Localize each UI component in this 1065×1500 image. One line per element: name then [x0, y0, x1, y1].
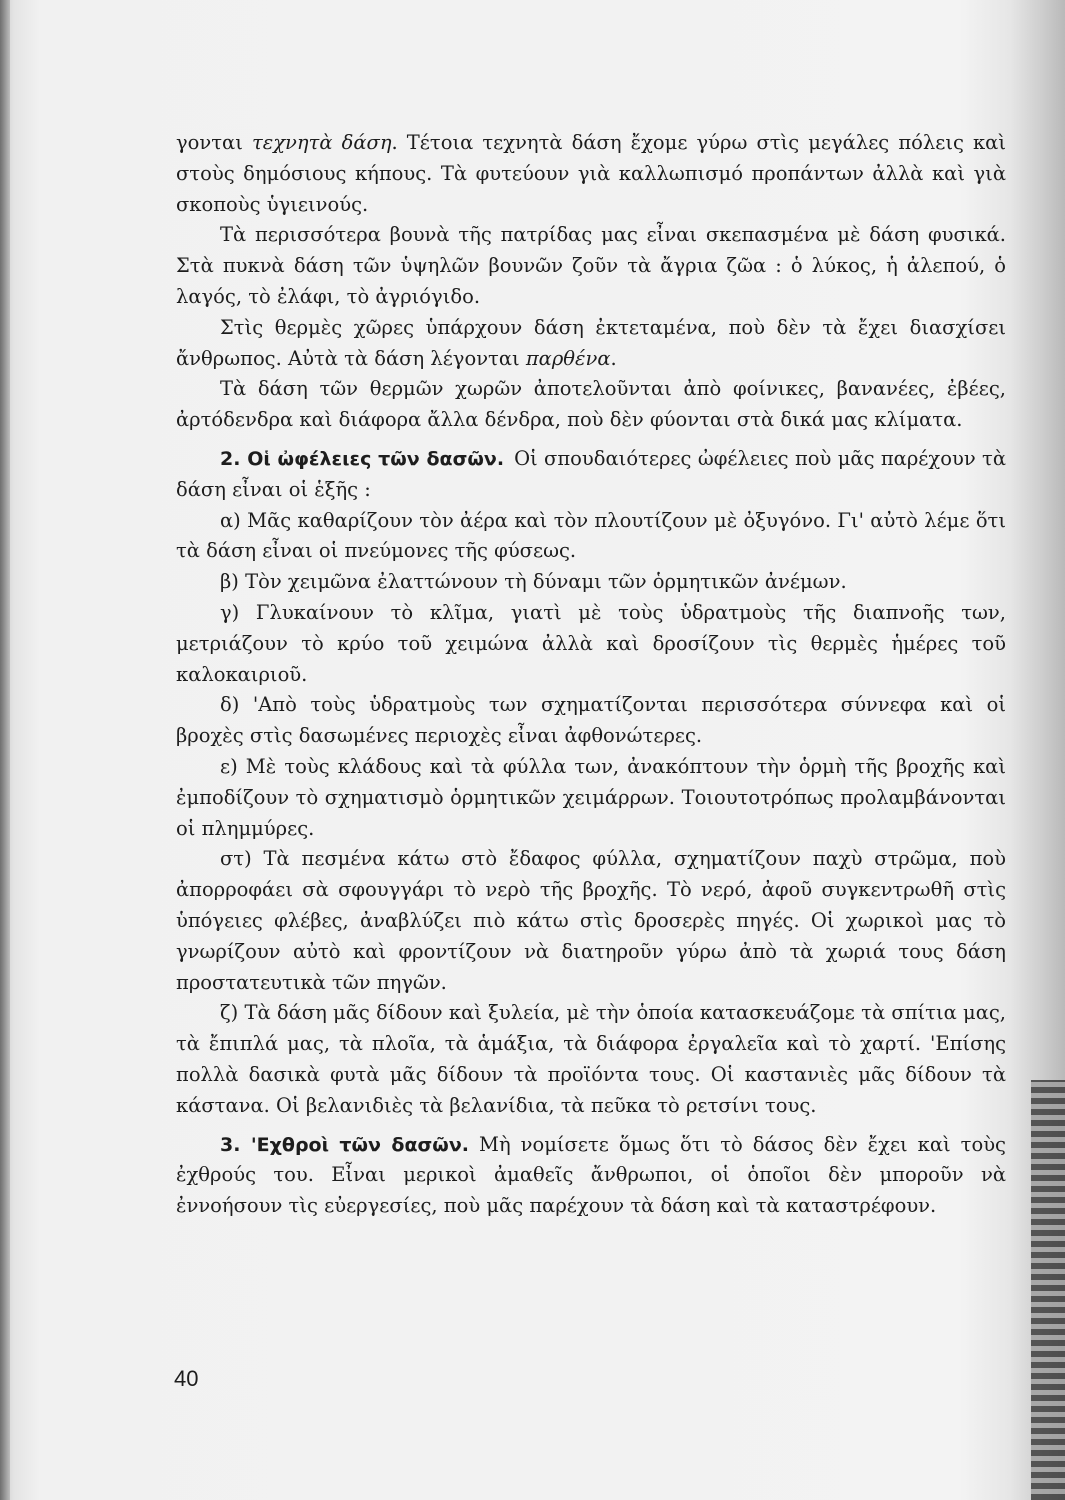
- section-heading-benefits: 2. Οἱ ὠφέλειες τῶν δασῶν.: [220, 447, 505, 470]
- body-text: [176, 128, 1006, 1222]
- paragraph-artificial-forests: γονται τεχνητὰ δάση. Τέτοια τεχνητὰ δάση ἔχομε γύρω στὶς μεγάλες πόλεις καὶ στοὺς δημόσιους κήπους. Τὰ φυτεύουν γιὰ καλλωπισμό προπάντων ἀλλὰ καὶ γιὰ σκοποὺς ὑγιεινούς.: [176, 131, 1006, 216]
- list-item-benefit-c: γ) Γλυκαίνουν τὸ κλῖμα, γιατὶ μὲ τοὺς ὑδρατμοὺς τῆς διαπνοῆς των, μετριάζουν τὸ κρύο τοῦ χειμώνα ἀλλὰ καὶ δροσίζουν τὶς θερμὲς ἡμέρες τοῦ καλοκαιριοῦ.: [176, 600, 1006, 686]
- paragraph-enemies-intro: 3. 'Εχθροὶ τῶν δασῶν. Μὴ νομίσετε ὅμως ὅτι τὸ δάσος δὲν ἔχει καὶ τοὺς ἐχθρούς του. Εἶναι μερικοὶ ἀμαθεῖς ἄνθρωποι, οἱ ὁποῖοι δὲν μποροῦν νὰ ἐννοήσουν τὶς εὐεργεσίες, ποὺ μᾶς παρέχουν τὰ δάση καὶ τὰ καταστρέφουν.: [176, 1132, 1006, 1218]
- list-item-benefit-b: β) Τὸν χειμῶνα ἐλαττώνουν τὴ δύναμι τῶν ὁρμητικῶν ἀνέμων.: [220, 570, 847, 594]
- paragraph-benefits-intro: 2. Οἱ ὠφέλειες τῶν δασῶν. Οἱ σπουδαιότερες ὠφέλειες ποὺ μᾶς παρέχουν τὰ δάση εἶναι οἱ ἑξῆς :: [176, 446, 1006, 501]
- list-item-benefit-e: ε) Μὲ τοὺς κλάδους καὶ τὰ φύλλα των, ἀνακόπτουν τὴν ὁρμὴ τῆς βροχῆς καὶ ἐμποδίζουν τὸ σχηματισμὸ ὁρμητικῶν χειμάρρων. Τοιουτοτρόπως προλαμβάνονται οἱ πλημμύρες.: [176, 754, 1006, 840]
- paragraph-tropical-forests: Τὰ δάση τῶν θερμῶν χωρῶν ἀποτελοῦνται ἀπὸ φοίνικες, βανανέες, ἐβέες, ἀρτόδενδρα καὶ διάφορα ἄλλα δένδρα, ποὺ δὲν φύονται στὰ δικά μας κλίματα.: [176, 377, 1006, 432]
- list-item-benefit-z: ζ) Τὰ δάση μᾶς δίδουν καὶ ξυλεία, μὲ τὴν ὁποία κατασκευάζομε τὰ σπίτια μας, τὰ ἔπιπλά μας, τὰ πλοῖα, τὰ ἁμάξια, τὰ διάφορα ἐργαλεῖα καὶ τὸ χαρτί. 'Επίσης πολλὰ δασικὰ φυτὰ μᾶς δίδουν τὰ προϊόντα τους. Οἱ καστανιὲς μᾶς δίδουν τὰ κάστανα. Οἱ βελανιδιὲς τὰ βελανίδια, τὰ πεῦκα τὸ ρετσίνι τους.: [176, 1001, 1006, 1117]
- section-heading-enemies: 3. 'Εχθροὶ τῶν δασῶν.: [220, 1133, 469, 1156]
- list-item-benefit-a: α) Μᾶς καθαρίζουν τὸν ἀέρα καὶ τὸν πλουτίζουν μὲ ὀξυγόνο. Γι' αὐτὸ λέμε ὅτι τὰ δάση εἶναι οἱ πνεύμονες τῆς φύσεως.: [176, 508, 1006, 563]
- book-spine-shadow: [0, 0, 10, 1500]
- page-edge-stack: [1031, 1080, 1065, 1500]
- list-item-benefit-st: στ) Τὰ πεσμένα κάτω στὸ ἔδαφος φύλλα, σχηματίζουν παχὺ στρῶμα, ποὺ ἀπορροφάει σὰ σφουγγάρι τὸ νερὸ τῆς βροχῆς. Τὸ νερό, ἀφοῦ συγκεντρωθῆ στὶς ὑπόγειες φλέβες, ἀναβλύζει πιὸ κάτω στὶς δροσερὲς πηγές. Οἱ χωρικοὶ μας τὸ γνωρίζουν αὐτὸ καὶ φροντίζουν νὰ διατηροῦν γύρω ἀπὸ τὰ χωριά τους δάση προστατευτικὰ τῶν πηγῶν.: [176, 847, 1006, 994]
- paragraph-virgin-forests: Στὶς θερμὲς χῶρες ὑπάρχουν δάση ἐκτεταμένα, ποὺ δὲν τὰ ἔχει διασχίσει ἄνθρωπος. Αὐτὰ τὰ δάση λέγονται παρθένα.: [176, 315, 1006, 370]
- list-item-benefit-d: δ) 'Απὸ τοὺς ὑδρατμοὺς των σχηματίζονται περισσότερα σύννεφα καὶ οἱ βροχὲς στὶς δασωμένες περιοχὲς εἶναι ἀφθονώτερες.: [176, 693, 1006, 748]
- paragraph-mountain-forests: Τὰ περισσότερα βουνὰ τῆς πατρίδας μας εἶναι σκεπασμένα μὲ δάση φυσικά. Στὰ πυκνὰ δάση τῶν ὑψηλῶν βουνῶν ζοῦν τὰ ἄγρια ζῶα : ὁ λύκος, ἡ ἀλεπού, ὁ λαγός, τὸ ἐλάφι, τὸ ἀγριόγιδο.: [176, 223, 1006, 308]
- page-number: 40: [174, 1366, 199, 1391]
